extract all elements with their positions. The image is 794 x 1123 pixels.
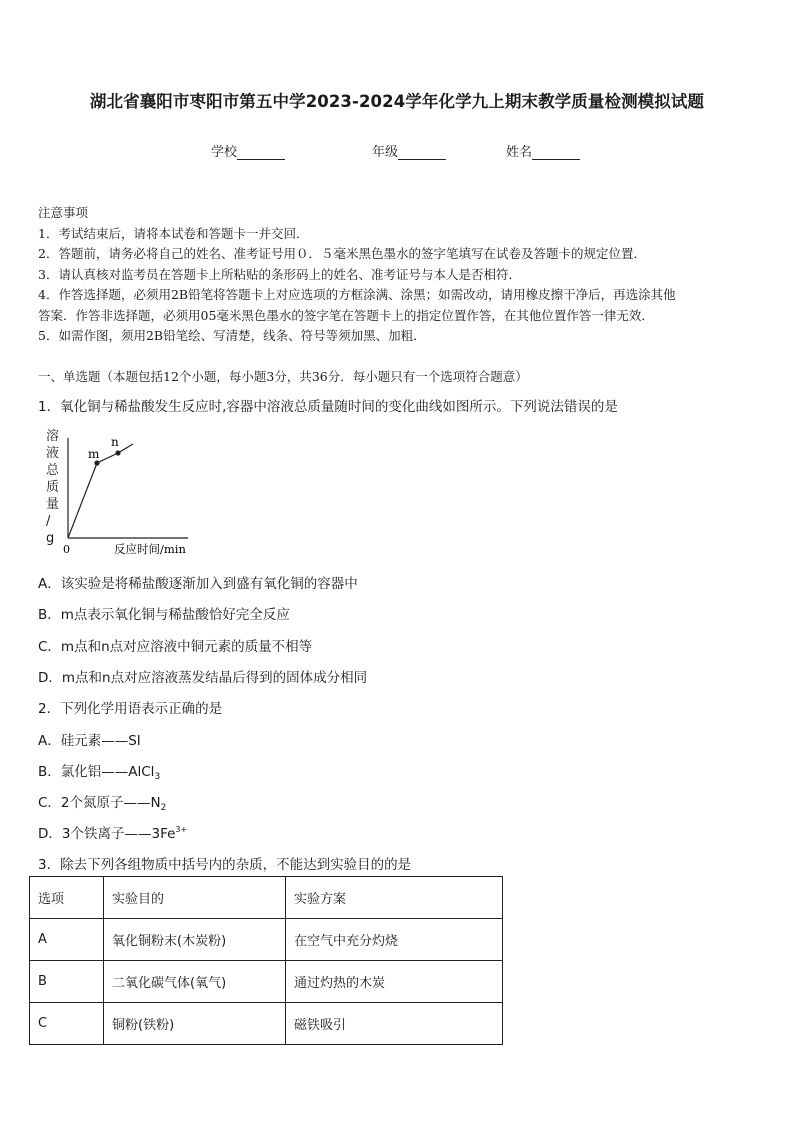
grade-field: 年级: [372, 141, 446, 160]
notice-item: 5．如需作图，须用2B铅笔绘、写清楚，线条、符号等须加黑、加粗．: [38, 328, 426, 343]
q2-option-c: C．2个氮原子$——N_2$: [38, 795, 167, 813]
table-cell: 二氧化碳气体(氧气): [104, 961, 286, 1003]
q1-option-c: C．m点和n点对应溶液中铜元素的质量不相等: [38, 639, 313, 655]
q2-option-d: D．3个铁离子$——3Fe^{3+}$: [38, 825, 188, 842]
svg-text:溶液总质量/g: 溶液总质量/ g: [46, 429, 60, 546]
table-row: [30, 919, 503, 961]
table-header-row: [30, 877, 503, 919]
q2-stem: 2．下列化学用语表示正确的是: [38, 701, 223, 717]
q2-option-b: B．氯化铝——AlCl$_3$: [38, 764, 161, 782]
table-cell: 通过灼热的木炭: [286, 961, 503, 1003]
notice-item: 1．考试结束后，请将本试卷和答题卡一并交回．: [38, 225, 309, 241]
table-cell: 在空气中充分灼烧: [286, 919, 503, 961]
point-n: [115, 450, 120, 455]
name-blank: [532, 147, 580, 160]
table-cell: C: [30, 1003, 104, 1045]
q1-option-b: B．m点表示氧化铜与稀盐酸恰好完全反应: [38, 607, 290, 623]
table-cell: 磁铁吸引: [286, 1003, 503, 1045]
notice-item: 3．请认真核对监考员在答题卡上所粘贴的条形码上的姓名、准考证号与本人是否相符．: [38, 266, 521, 282]
q1-stem: 1．氧化铜与稀盐酸发生反应时,容器中溶液总质量随时间的变化曲线如图所示。下列说法错误的是: [38, 399, 618, 415]
table-row: [30, 1003, 503, 1045]
q1-option-d: D．m点和n点对应溶液蒸发结晶后得到的固体成分相同: [38, 670, 368, 686]
name-field: 姓名: [506, 141, 580, 160]
q1-mass-time-graph: [38, 420, 218, 560]
table-header-cell: 实验方案: [286, 877, 503, 919]
q3-stem: 3．除去下列各组物质中括号内的杂质，不能达到实验目的的是: [38, 857, 412, 873]
label-n: n: [111, 435, 119, 449]
section-heading: 一、单选题（本题包括12个小题，每小题3分，共36分．每小题只有一个选项符合题意）: [38, 369, 528, 384]
q2-option-a: A．硅元素——SI: [38, 733, 141, 749]
table-header-cell: 选项: [30, 877, 104, 919]
q3-table: [29, 876, 503, 1045]
table-header-cell: 实验目的: [104, 877, 286, 919]
notice-heading: 注意事项: [38, 205, 89, 220]
x-axis-label: 反应时间/min: [114, 542, 186, 556]
table-row: [30, 961, 503, 1003]
notice-item: 4．作答选择题，必须用2B铅笔将答题卡上对应选项的方框涂满、涂黑；如需改动，请用橡皮擦干净后，再选涂其他: [38, 287, 676, 302]
label-m: m: [88, 447, 100, 461]
table-cell: 氧化铜粉末(木炭粉): [104, 919, 286, 961]
school-field: 学校: [211, 141, 285, 160]
table-cell: 铜粉(铁粉): [104, 1003, 286, 1045]
exam-title: 湖北省襄阳市枣阳市第五中学2023-2024学年化学九上期末教学质量检测模拟试题: [89, 92, 705, 111]
y-axis-label: [46, 428, 60, 546]
table-cell: A: [30, 919, 104, 961]
school-blank: [237, 147, 285, 160]
notice-item: 答案．作答非选择题，必须用05毫米黑色墨水的签字笔在答题卡上的指定位置作答，在其他位置作答一律无效．: [38, 307, 654, 323]
q1-option-a: A．该实验是将稀盐酸逐渐加入到盛有氧化铜的容器中: [38, 576, 358, 592]
notice-item: 2．答题前，请务必将自己的姓名、准考证号用０．５毫米黑色墨水的签字笔填写在试卷及答题卡的规定位置．: [38, 246, 646, 261]
mass-curve: [68, 444, 133, 538]
grade-blank: [398, 147, 446, 160]
origin-label: 0: [63, 543, 70, 556]
table-cell: B: [30, 961, 104, 1003]
point-m: [94, 460, 99, 465]
notice-block: [38, 203, 768, 347]
